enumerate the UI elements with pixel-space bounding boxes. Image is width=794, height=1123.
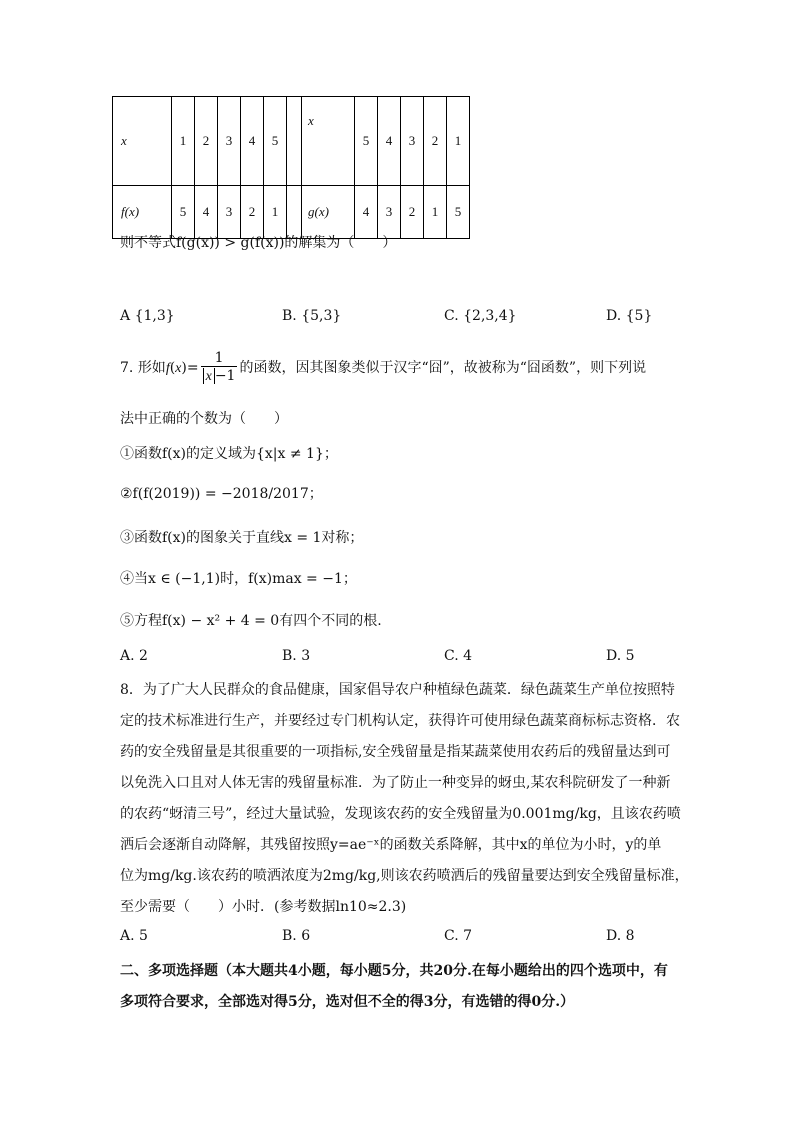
q7-stem-line1: 7. 形如f(x)= $\frac{1}{x -1}$ 的函数，因其图象类似于汉字“囧”，故被称为“囧函数”，则下列说 bbox=[120, 350, 647, 384]
table-cell: 5 bbox=[355, 97, 378, 186]
q7-fraction: $\frac{1}{x -1}$ bbox=[201, 350, 238, 386]
q8-paragraph bbox=[120, 675, 689, 923]
q6-option-c: C. {2,3,4} bbox=[444, 308, 517, 324]
q8-line: 至少需要（ ）小时．(参考数据ln10≈2.3) bbox=[120, 899, 407, 915]
q7-statement-4: ④当x ∈ (−1,1)时，f(x)max = −1； bbox=[120, 571, 357, 587]
q8-option-d: D. 8 bbox=[606, 928, 635, 944]
table-cell: 4 bbox=[378, 97, 401, 186]
table-cell: 4 bbox=[355, 186, 378, 239]
table-cell: 3 bbox=[378, 186, 401, 239]
table-gap bbox=[287, 97, 302, 186]
q8-option-a: A. 5 bbox=[120, 928, 148, 944]
q8-line: 位为mg/kg.该农药的喷洒浓度为2mg/kg,则该农药喷洒后的残留量要达到安全残留量标准， bbox=[120, 868, 689, 884]
table-row bbox=[113, 97, 470, 186]
q7-number: 7. bbox=[120, 360, 134, 376]
table-cell: 5 bbox=[172, 186, 195, 239]
table-cell: 2 bbox=[401, 186, 424, 239]
q7-option-d: D. 5 bbox=[606, 648, 635, 664]
table-cell: 3 bbox=[218, 186, 241, 239]
table-header-x: x bbox=[308, 113, 314, 128]
q8-line: 药的安全残留量是其很重要的一项指标,安全残留量是指某蔬菜使用农药后的残留量达到可 bbox=[120, 744, 671, 760]
q8-line: 8．为了广大人民群众的食品健康，国家倡导农户种植绿色蔬菜．绿色蔬菜生产单位按照特 bbox=[120, 682, 675, 698]
q8-line: 的农药“蚜清三号”，经过大量试验，发现该农药的安全残留量为0.001mg/kg，且该农药喷 bbox=[120, 806, 681, 822]
value-table bbox=[112, 96, 470, 239]
table-cell: 1 bbox=[264, 186, 287, 239]
table-cell: 2 bbox=[195, 97, 218, 186]
q7-statement-5: ⑤方程f(x) − x² + 4 = 0有四个不同的根. bbox=[120, 613, 382, 629]
table-cell: 3 bbox=[401, 97, 424, 186]
table-cell: 1 bbox=[447, 97, 470, 186]
table-gap bbox=[287, 186, 302, 239]
q8-line: 以免洗入口且对人体无害的残留量标准．为了防止一种变异的蚜虫,某农科院研发了一种新 bbox=[120, 775, 671, 791]
q6-option-b: B. {5,3} bbox=[282, 308, 342, 324]
table-header-fx: f(x) bbox=[121, 204, 140, 219]
table-cell: 1 bbox=[172, 97, 195, 186]
table-header-x: x bbox=[121, 133, 127, 148]
q7-statement-3: ③函数f(x)的图象关于直线x = 1对称； bbox=[120, 530, 364, 546]
q8-line: 洒后会逐渐自动降解，其残留按照y=ae⁻ˣ的函数关系降解，其中x的单位为小时，y的单 bbox=[120, 837, 662, 853]
table-cell: 4 bbox=[195, 186, 218, 239]
table-cell: 4 bbox=[241, 97, 264, 186]
q8-option-b: B. 6 bbox=[282, 928, 311, 944]
q7-statement-2: ②f(f(2019)) = −2018/2017； bbox=[120, 486, 323, 502]
table-header-gx: g(x) bbox=[308, 204, 329, 219]
table-cell: 1 bbox=[424, 186, 447, 239]
q7-option-b: B. 3 bbox=[282, 648, 311, 664]
q6-stem: 则不等式f(g(x)) > g(f(x))的解集为（ ） bbox=[120, 235, 397, 251]
q8-line: 定的技术标准进行生产，并要经过专门机构认定，获得许可使用绿色蔬菜商标标志资格．农 bbox=[120, 713, 680, 729]
q6-option-a: A {1,3} bbox=[120, 308, 175, 324]
table-row bbox=[113, 186, 470, 239]
q8-option-c: C. 7 bbox=[444, 928, 473, 944]
q7-option-a: A. 2 bbox=[120, 648, 148, 664]
q7-option-c: C. 4 bbox=[444, 648, 473, 664]
table-cell: 5 bbox=[447, 186, 470, 239]
table-cell: 3 bbox=[218, 97, 241, 186]
section-2-heading: 二、多项选择题（本大题共4小题，每小题5分，共20分.在每小题给出的四个选项中，有 多项符合要求，全部选对得5分，选对但不全的得3分，有选错的得0分.） bbox=[120, 963, 668, 1010]
q7-stem-line2: 法中正确的个数为（ ） bbox=[120, 411, 288, 427]
table-cell: 5 bbox=[264, 97, 287, 186]
table-cell: 2 bbox=[424, 97, 447, 186]
q7-statement-1: ①函数f(x)的定义域为{x|x ≠ 1}； bbox=[120, 446, 338, 462]
table-cell: 2 bbox=[241, 186, 264, 239]
q6-option-d: D. {5} bbox=[606, 308, 653, 324]
